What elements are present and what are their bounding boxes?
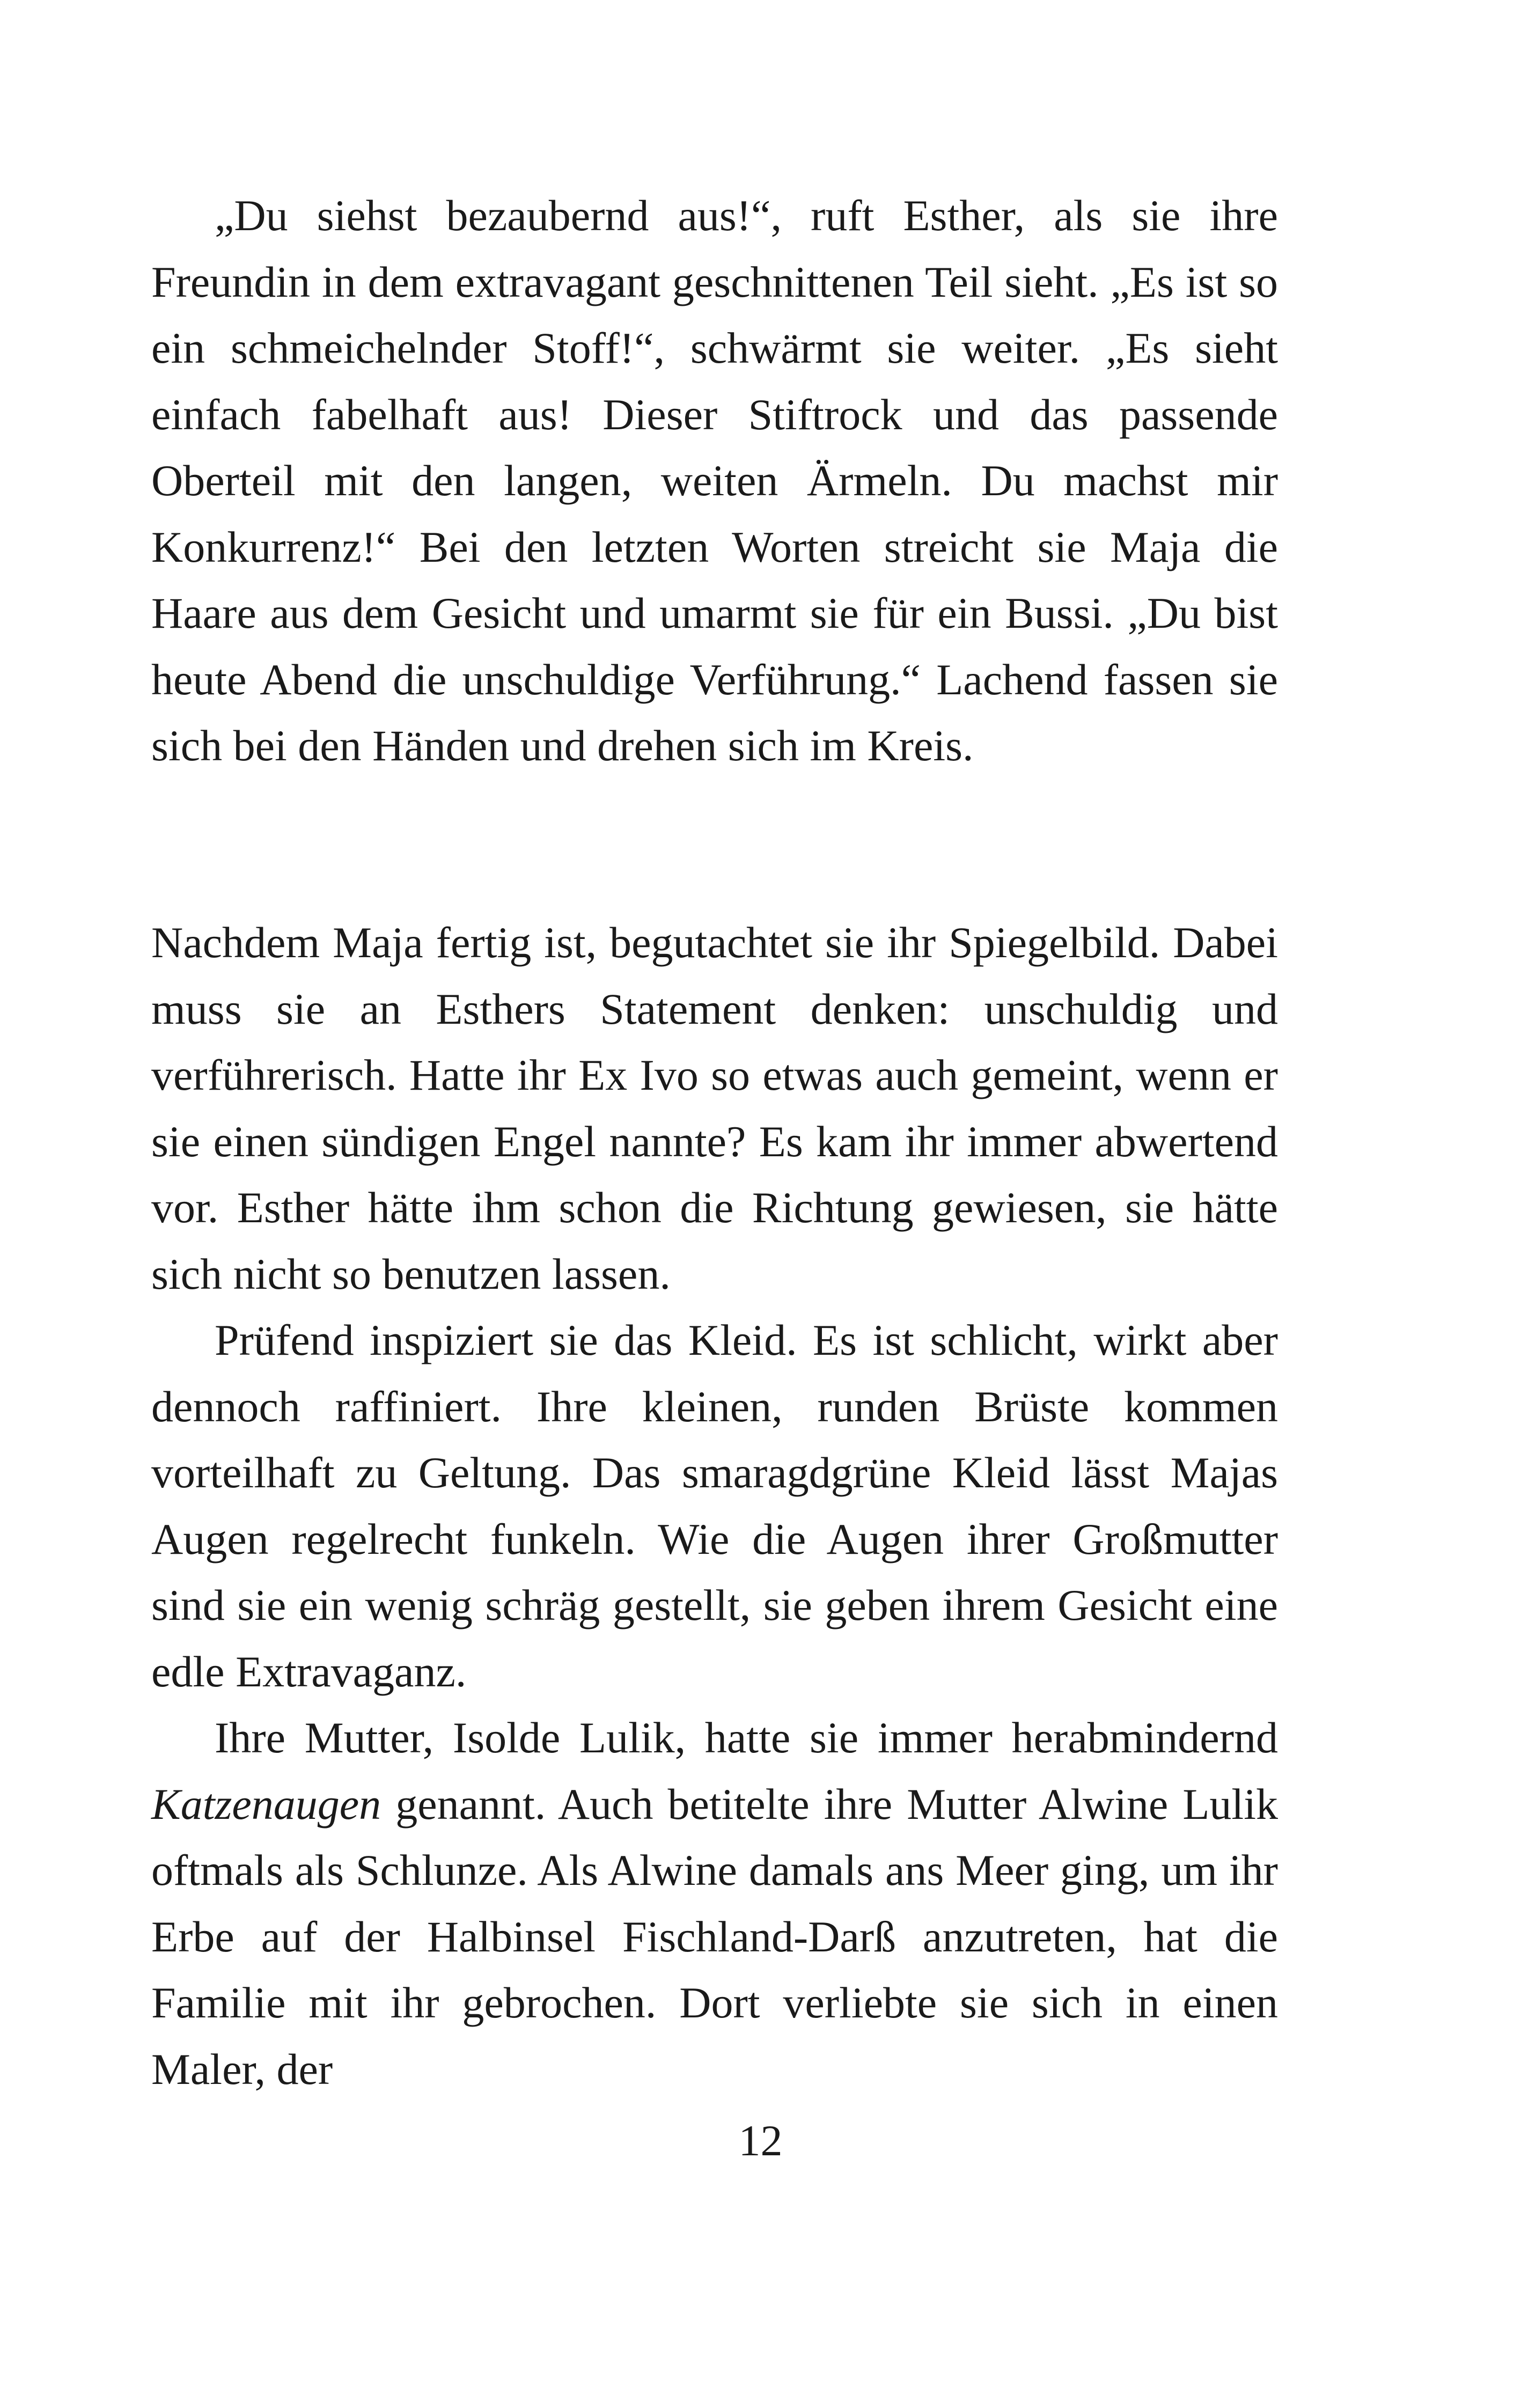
paragraph-4-text-before: Ihre Mutter, Isolde Lulik, hatte sie immer herabmindernd bbox=[215, 1713, 1278, 1762]
paragraph-2: Nachdem Maja fertig ist, begutachtet sie ihr Spiegelbild. Dabei muss sie an Esthers Statement denken: unschuldig und verführerisch. Hatte ihr Ex Ivo so etwas auch gemeint, wenn er sie einen sündigen Engel nannte? Es kam ihr immer abwertend vor. Esther hätte ihm schon die Richtung gewiesen, sie hätte sich nicht so benutzen lassen. bbox=[151, 918, 1278, 1298]
paragraph-1: „Du siehst bezaubernd aus!“, ruft Esther, als sie ihre Freundin in dem extravagant geschnittenen Teil sieht. „Es ist so ein schmeichelnder Stoff!“, schwärmt sie weiter. „Es sieht einfach fabelhaft aus! Dieser Stiftrock und das passende Oberteil mit den langen, weiten Ärmeln. Du machst mir Konkurrenz!“ Bei den letzten Worten streicht sie Maja die Haare aus dem Gesicht und umarmt sie für ein Bussi. „Du bist heute Abend die unschuldige Verführung.“ Lachend fassen sie sich bei den Händen und drehen sich im Kreis. bbox=[151, 191, 1278, 770]
paragraph-4-text-after: genannt. Auch betitelte ihre Mutter Alwine Lulik oftmals als Schlunze. Als Alwine damals ans Meer ging, um ihr Erbe auf der Halbinsel Fischland-Darß anzutreten, hat die Familie mit ihr gebrochen. Dort verliebte sie sich in einen Maler, der bbox=[151, 1779, 1278, 2094]
paragraph-4-italic-word: Katzenaugen bbox=[151, 1779, 381, 1829]
text-block-top bbox=[151, 182, 1278, 779]
page-number: 12 bbox=[738, 2116, 783, 2165]
paragraph-3: Prüfend inspiziert sie das Kleid. Es ist schlicht, wirkt aber dennoch raffiniert. Ihre kleinen, runden Brüste kommen vorteilhaft zu Geltung. Das smaragdgrüne Kleid lässt Majas Augen regelrecht funkeln. Wie die Augen ihrer Großmutter sind sie ein wenig schräg gestellt, sie geben ihrem Gesicht eine edle Extravaganz. bbox=[151, 1316, 1278, 1696]
text-block-bottom bbox=[151, 909, 1278, 2102]
paragraph-4 bbox=[151, 1705, 1278, 2102]
